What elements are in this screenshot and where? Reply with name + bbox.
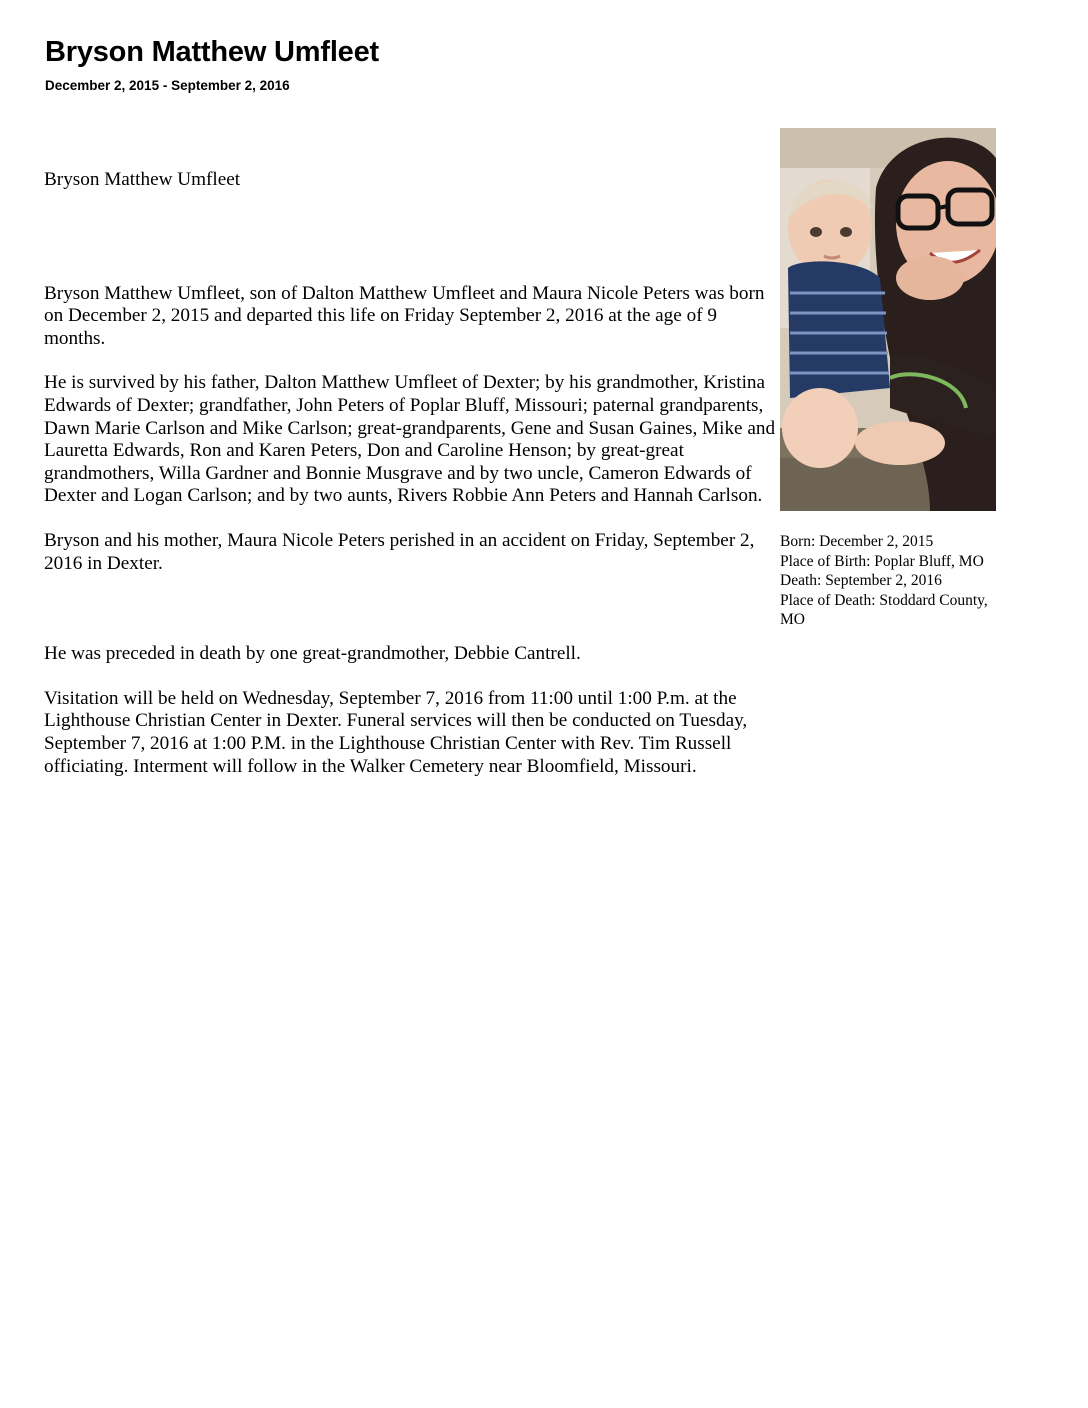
obituary-paragraph-preceded: He was preceded in death by one great-grandmother, Debbie Cantrell. bbox=[44, 643, 581, 665]
fact-place-of-death: Place of Death: Stoddard County, MO bbox=[780, 591, 988, 628]
memorial-photo bbox=[780, 128, 996, 511]
obituary-body bbox=[44, 166, 779, 778]
obituary-paragraph-accident: Bryson and his mother, Maura Nicole Peters perished in an accident on Friday, September 2, 2016 in Dexter. bbox=[44, 529, 755, 574]
fact-born: Born: December 2, 2015 bbox=[780, 533, 934, 550]
vital-facts bbox=[780, 532, 995, 630]
life-dates: December 2, 2015 - September 2, 2016 bbox=[45, 78, 290, 93]
page-title: Bryson Matthew Umfleet bbox=[45, 36, 379, 68]
obituary-paragraph-services: Visitation will be held on Wednesday, September 7, 2016 from 11:00 until 1:00 P.m. at the Lighthouse Christian Center in Dexter. Funeral services will then be conducted on Tuesday, September 7, 2016 at 1:00 P.M. in the Lighthouse Christian Center with Rev. Tim Russell officiating. Interment will follow in the Walker Cemetery near Bloomfield, Missouri. bbox=[44, 687, 748, 777]
obituary-paragraph-survivors: He is survived by his father, Dalton Matthew Umfleet of Dexter; by his grandmother, Kristina Edwards of Dexter; grandfather, John Peters of Poplar Bluff, Missouri; paternal grandparents, Dawn Marie Carlson and Mike Carlson; great-grandparents, Gene and Susan Gaines, Mike and Lauretta Edwards, Ron and Karen Peters, Don and Caroline Henson; by great-great grandmothers, Willa Gardner and Bonnie Musgrave and by two uncle, Cameron Edwards of Dexter and Logan Carlson; and by two aunts, Rivers Robbie Ann Peters and Hannah Carlson. bbox=[44, 372, 776, 507]
obituary-paragraph-birth: Bryson Matthew Umfleet, son of Dalton Matthew Umfleet and Maura Nicole Peters was born on December 2, 2015 and departed this life on Friday September 2, 2016 at the age of 9 months. bbox=[44, 282, 765, 349]
fact-death: Death: September 2, 2016 bbox=[780, 572, 942, 589]
fact-place-of-birth: Place of Birth: Poplar Bluff, MO bbox=[780, 552, 984, 570]
obituary-name: Bryson Matthew Umfleet bbox=[44, 169, 241, 190]
